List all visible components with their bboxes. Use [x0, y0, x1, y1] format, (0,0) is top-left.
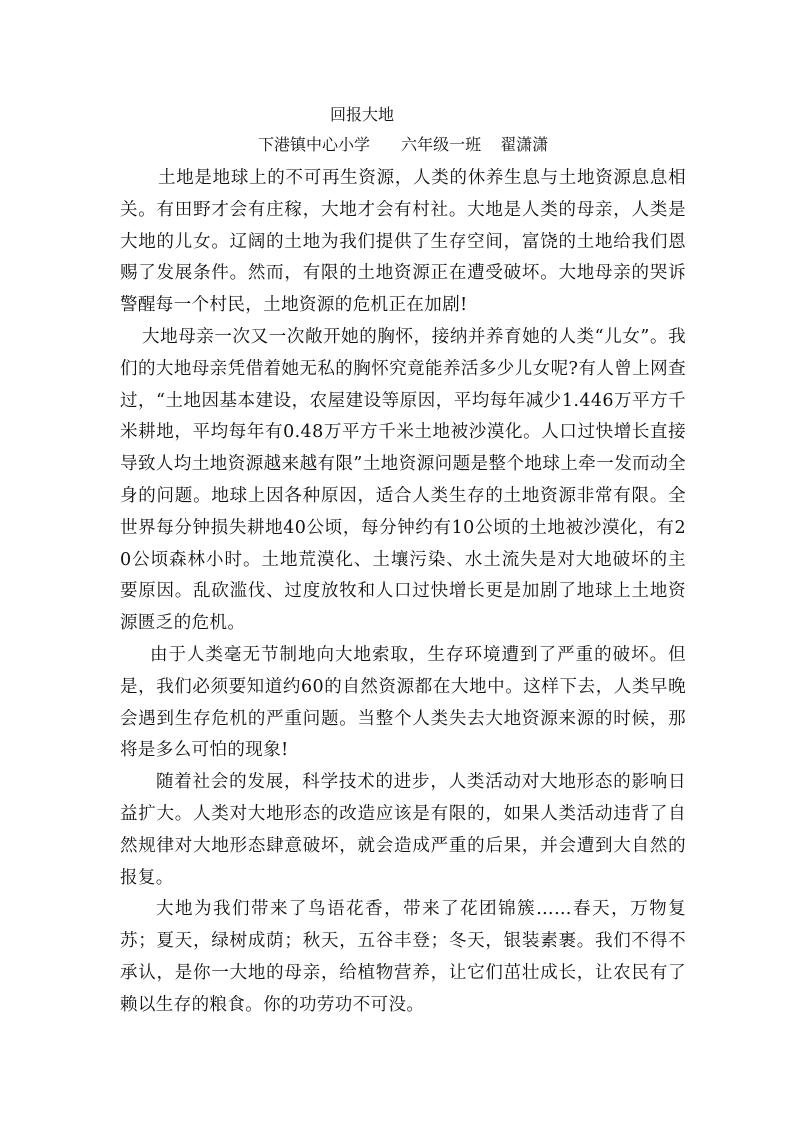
document-body	[120, 163, 686, 1022]
paragraph-5: 大地为我们带来了鸟语花香，带来了花团锦簇……春天，万物复苏；夏天，绿树成荫；秋天，五谷丰登；冬天，银装素裹。我们不得不承认，是你一大地的母亲，给植物营养，让它们茁壮成长，让农民有了赖以生存的粮食。你的功劳功不可没。	[120, 899, 686, 1015]
paragraph-4: 随着社会的发展，科学技术的进步，人类活动对大地形态的影响日益扩大。人类对大地形态的改造应该是有限的，如果人类活动违背了自然规律对大地形态肆意破坏，就会造成严重的后果，并会遭到大自然的报复。	[120, 772, 686, 888]
document-title: 回报大地	[330, 105, 395, 124]
author-class: 六年级一班	[401, 135, 482, 154]
paragraph-2: 大地母亲一次又一次敞开她的胸怀，接纳并养育她的人类“儿女”。我们的大地母亲凭借着她无私的胸怀究竟能养活多少儿女呢?有人曾上网查过，“土地因基本建设，农屋建设等原因，平均每年减少1.446万平方千米耕地，平均每年有0.48万平方千米土地被沙漠化。人口过快增长直接导致人均土地资源越来越有限”土地资源问题是整个地球上牵一发而动全身的问题。地球上因各种原因，适合人类生存的土地资源非常有限。全世界每分钟损失耕地40公顷，每分钟约有10公顷的土地被沙漠化，有20公顷森林小时。土地荒漠化、土壤污染、水土流失是对大地破坏的主要原因。乱砍滥伐、过度放牧和人口过快增长更是加剧了地球上土地资源匮乏的危机。	[120, 326, 686, 634]
author-school: 下港镇中心小学	[258, 135, 371, 154]
author-name: 翟潇潇	[500, 135, 549, 154]
paragraph-1: 土地是地球上的不可再生资源，人类的休养生息与土地资源息息相关。有田野才会有庄稼，大地才会有村社。大地是人类的母亲，人类是大地的儿女。辽阔的土地为我们提供了生存空间，富饶的土地给我们恩赐了发展条件。然而，有限的土地资源正在遭受破坏。大地母亲的哭诉警醒每一个村民，土地资源的危机正在加剧!	[120, 168, 686, 316]
paragraph-3: 由于人类毫无节制地向大地索取，生存环境遭到了严重的破坏。但是，我们必须要知道约60的自然资源都在大地中。这样下去，人类早晚会遇到生存危机的严重问题。当整个人类失去大地资源来源的时候，那将是多么可怕的现象!	[120, 644, 686, 761]
author-byline	[258, 133, 548, 157]
